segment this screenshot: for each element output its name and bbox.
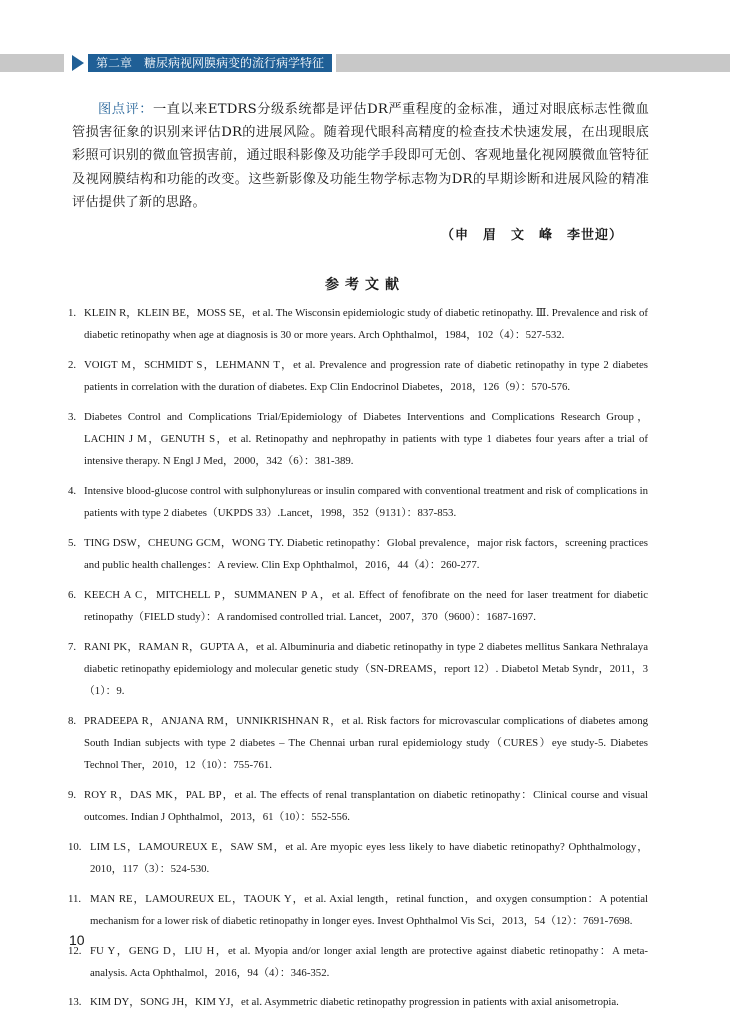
reference-number: 7. [68, 640, 77, 653]
reference-item [68, 888, 648, 932]
reference-text: KEECH A C，MITCHELL P，SUMMANEN P A，et al. Effect of fenofibrate on the need for laser treatment for diabetic retinopathy（FIELD study）：A randomised controlled trial. Lancet，2007，370（9600）：1687-1697. [84, 588, 648, 623]
reference-text: Intensive blood-glucose control with sulphonylureas or insulin compared with conventional treatment and risk of complications in patients with type 2 diabetes（UKPDS 33）.Lancet，1998，352（9131）：837-853. [84, 484, 648, 520]
reference-item [68, 784, 648, 828]
page-number: 10 [69, 932, 85, 948]
reference-text: PRADEEPA R，ANJANA RM，UNNIKRISHNAN R，et al. Risk factors for microvascular complications of diabetes among South Indian subjects with type 2 diabetes – The Chennai urban rural epidemiology study（CURES）eye study-5. Diabetes Technol Ther，2010，12（10）：755-761. [84, 714, 648, 772]
reference-number: 8. [68, 714, 77, 727]
references-heading: 参考文献 [325, 277, 405, 293]
reference-number: 11. [68, 892, 82, 905]
figure-comment [72, 98, 649, 214]
reference-item [68, 584, 648, 628]
reference-number: 10. [68, 840, 82, 853]
reference-number: 13. [68, 996, 82, 1009]
reference-number: 4. [68, 484, 77, 497]
figure-comment-text: 一直以来ETDRS分级系统都是评估DR严重程度的金标准，通过对眼底标志性微血管损害征象的识别来评估DR的进展风险。随着现代眼科高精度的检查技术快速发展，在出现眼底彩照可识别的微血管损害前，通过眼科影像及功能学手段即可无创、客观地量化视网膜微血管特征及视网膜结构和功能的改变。这些新影像及功能生物学标志物为DR的早期诊断和进展风险的精准评估提供了新的思路。 [72, 102, 649, 210]
reference-item [68, 406, 648, 473]
comment-authors: （申 眉 文 峰 李世迎） [440, 228, 623, 243]
header-bar-right-segment [336, 54, 730, 72]
reference-number: 1. [68, 307, 77, 319]
header-bar-left-segment [0, 54, 64, 72]
reference-item [68, 940, 648, 984]
chapter-header-bar [0, 54, 730, 72]
reference-item [68, 354, 648, 398]
reference-number: 3. [68, 410, 77, 423]
reference-text: KIM DY，SONG JH，KIM YJ，et al. Asymmetric diabetic retinopathy progression in patients with axial anisometropia. [90, 996, 619, 1009]
reference-item [68, 991, 648, 1013]
triangle-arrow-icon [72, 55, 84, 71]
reference-text: TING DSW，CHEUNG GCM，WONG TY. Diabetic retinopathy：Global prevalence，major risk factors，screening practices and public health challenges：A review. Clin Exp Ophthalmol，2016，44（4）：260-277. [84, 536, 648, 572]
reference-item [68, 480, 648, 524]
reference-text: RANI PK，RAMAN R，GUPTA A，et al. Albuminuria and diabetic retinopathy in type 2 diabetes mellitus Sankara Nethralaya diabetic retinopathy epidemiology and molecular genetic study（SN-DREAMS，report 12）. Diabetol Metab Syndr，2011，3（1）：9. [84, 640, 648, 698]
reference-item [68, 710, 648, 777]
reference-number: 2. [68, 358, 77, 371]
reference-text: FU Y，GENG D，LIU H，et al. Myopia and/or longer axial length are protective against diabetic retinopathy：A meta-analysis. Acta Ophthalmol，2016，94（4）：346-352. [90, 944, 648, 979]
reference-item [68, 836, 648, 880]
reference-text: ROY R，DAS MK，PAL BP，et al. The effects of renal transplantation on diabetic retinopathy：Clinical course and visual outcomes. Indian J Ophthalmol，2013，61（10）：552-556. [84, 788, 648, 824]
reference-list [68, 302, 648, 1021]
reference-text: VOIGT M，SCHMIDT S，LEHMANN T，et al. Prevalence and progression rate of diabetic retinopathy in type 2 diabetes patients in correlation with the duration of diabetes. Exp Clin Endocrinol Diabetes，2018，126（9）：570-576. [84, 358, 648, 394]
reference-number: 9. [68, 788, 77, 801]
reference-item [68, 636, 648, 703]
reference-text: MAN RE，LAMOUREUX EL，TAOUK Y，et al. Axial length，retinal function，and oxygen consumption：A potential mechanism for a lower risk of diabetic retinopathy in longer eyes. Invest Ophthalmol Vis Sci，2013，54（12）：7691-7698. [90, 892, 648, 927]
reference-number: 12. [68, 944, 82, 957]
figure-comment-label: 图点评： [98, 102, 153, 117]
reference-item [68, 532, 648, 576]
reference-text: KLEIN R，KLEIN BE，MOSS SE，et al. The Wisconsin epidemiologic study of diabetic retinopathy. Ⅲ. Prevalence and risk of diabetic retinopathy when age at diagnosis is 30 or more years. Arch Ophthalmol，1984，102（4）：527-532. [84, 307, 648, 342]
reference-text: LIM LS，LAMOUREUX E，SAW SM，et al. Are myopic eyes less likely to have diabetic retinopathy? Ophthalmology，2010，117（3）：524-530. [90, 840, 648, 875]
reference-number: 6. [68, 588, 77, 601]
reference-number: 5. [68, 536, 77, 549]
reference-item [68, 302, 648, 346]
reference-text: Diabetes Control and Complications Trial/Epidemiology of Diabetes Interventions and Complications Research Group，LACHIN J M，GENUTH S，et al. Retinopathy and nephropathy in patients with type 1 diabetes four years after a trial of intensive therapy. N Engl J Med，2000，342（6）：381-389. [84, 410, 648, 468]
chapter-title: 第二章 糖尿病视网膜病变的流行病学特征 [88, 54, 332, 72]
